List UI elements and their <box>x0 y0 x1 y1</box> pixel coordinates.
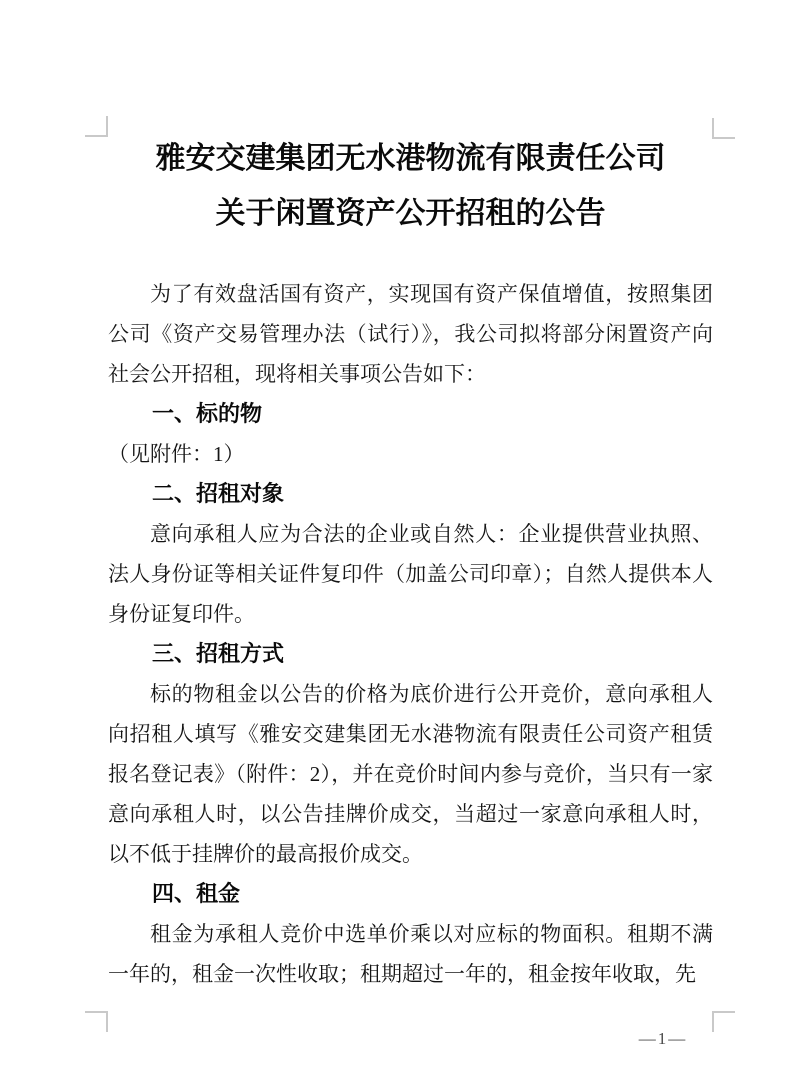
section-3-body: 标的物租金以公告的价格为底价进行公开竞价，意向承租人向招租人填写《雅安交建集团无水港物流有限责任公司资产租赁报名登记表》（附件：2），并在竞价时间内参与竞价，当只有一家意向承租人时，以公告挂牌价成交，当超过一家意向承租人时，以不低于挂牌价的最高报价成交。 <box>108 682 713 866</box>
section-4-heading: 四、租金 <box>152 881 241 906</box>
section-2-body: 意向承租人应为合法的企业或自然人：企业提供营业执照、法人身份证等相关证件复印件（加盖公司印章）；自然人提供本人身份证复印件。 <box>108 522 713 626</box>
title-line-1: 雅安交建集团无水港物流有限责任公司 <box>155 142 666 175</box>
title-line-2: 关于闲置资产公开招租的公告 <box>215 197 606 230</box>
section-1-heading: 一、标的物 <box>152 401 263 426</box>
section-1-body: （见附件：1） <box>108 442 245 466</box>
document-title <box>108 131 713 241</box>
intro-paragraph: 为了有效盘活国有资产，实现国有资产保值增值，按照集团公司《资产交易管理办法（试行）》，我公司拟将部分闲置资产向社会公开招租，现将相关事项公告如下： <box>108 282 713 386</box>
section-3-heading: 三、招租方式 <box>152 641 285 666</box>
section-4-body: 租金为承租人竞价中选单价乘以对应标的物面积。租期不满一年的，租金一次性收取；租期超过一年的，租金按年收取，先 <box>108 922 713 986</box>
crop-mark-bottom-left <box>85 1011 108 1032</box>
section-2-heading: 二、招租对象 <box>152 481 285 506</box>
document-body <box>108 274 713 994</box>
crop-mark-top-left <box>85 116 108 137</box>
crop-mark-bottom-right <box>712 1011 735 1032</box>
crop-mark-top-right <box>712 118 735 139</box>
page-number: —1— <box>638 1029 688 1048</box>
